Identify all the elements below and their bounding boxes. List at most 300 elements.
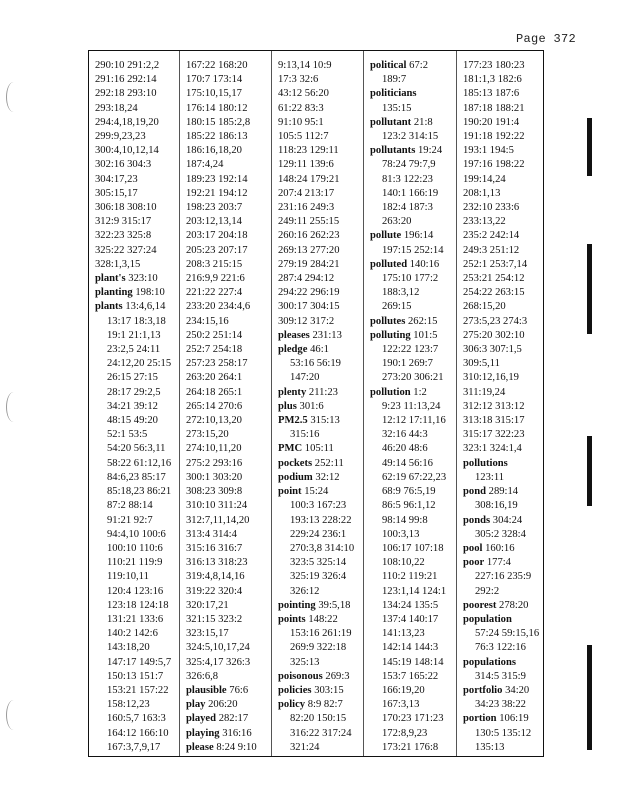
page-line-refs: 185:22 186:13 <box>186 131 248 143</box>
page-line-refs: 28:17 29:2,5 <box>107 386 161 398</box>
index-line <box>463 87 541 101</box>
index-keyword: play <box>186 699 206 711</box>
index-entry <box>278 613 361 627</box>
index-entry <box>278 329 361 343</box>
index-line <box>186 187 269 201</box>
page-line-refs: 158:12,23 <box>107 699 150 711</box>
page-line-refs: 252:1 253:7,14 <box>463 258 528 270</box>
index-entry <box>370 329 454 343</box>
page-line-refs: 326:6,8 <box>186 670 219 682</box>
page-line-refs: 191:18 192:22 <box>463 131 525 143</box>
page-line-refs: 175:10 177:2 <box>382 273 439 285</box>
page-line-refs: 49:14 56:16 <box>382 457 433 469</box>
index-line <box>370 712 454 726</box>
page-line-refs: 142:14 144:3 <box>382 642 439 654</box>
index-entry <box>278 670 361 684</box>
page-line-refs: 122:22 123:7 <box>382 344 439 356</box>
index-entry <box>186 727 269 741</box>
index-line <box>95 641 177 655</box>
index-keyword: played <box>186 713 217 725</box>
page-line-refs: 252:11 <box>314 457 344 469</box>
index-line <box>95 158 177 172</box>
page-line-refs: 130:5 135:12 <box>475 727 532 739</box>
page-line-refs: 13:4,6,14 <box>125 301 166 313</box>
page-line-refs: 21:8 <box>413 116 433 128</box>
index-line <box>95 315 177 329</box>
page-line-refs: 123:18 124:18 <box>107 599 169 611</box>
index-line <box>278 87 361 101</box>
index-entry <box>278 343 361 357</box>
page-line-refs: 282:17 <box>218 713 249 725</box>
index-line <box>95 556 177 570</box>
index-line <box>463 187 541 201</box>
page-line-refs: 9:23 11:13,24 <box>382 400 441 412</box>
index-entry <box>370 229 454 243</box>
index-line <box>463 442 541 456</box>
index-line <box>95 499 177 513</box>
page-line-refs: 274:10,11,20 <box>186 443 242 455</box>
index-line <box>370 215 454 229</box>
page-line-refs: 187:4,24 <box>186 159 224 171</box>
page-line-refs: 273:5,23 274:3 <box>463 315 528 327</box>
page-line-refs: 289:14 <box>488 486 519 498</box>
index-line <box>95 656 177 670</box>
page-line-refs: 278:20 <box>499 599 529 611</box>
margin-bar <box>587 118 592 176</box>
page-line-refs: 292:2 <box>475 585 500 597</box>
page-line-refs: 316:16 <box>222 727 252 739</box>
index-line <box>463 670 541 684</box>
index-keyword: plants <box>95 301 123 313</box>
page-line-refs: 110:2 119:21 <box>382 571 438 583</box>
page-line-refs: 24:12,20 25:15 <box>107 358 172 370</box>
page-line-refs: 232:10 233:6 <box>463 202 520 214</box>
binder-hole <box>6 700 21 730</box>
index-line <box>370 244 454 258</box>
index-line <box>95 670 177 684</box>
page-line-refs: 54:20 56:3,11 <box>107 443 166 455</box>
index-line <box>95 73 177 87</box>
index-keyword: population <box>463 613 512 625</box>
page-line-refs: 323:1 324:1,4 <box>463 443 522 455</box>
page-line-refs: 53:16 56:19 <box>290 358 341 370</box>
index-line <box>95 87 177 101</box>
page-line-refs: 321:24 <box>290 741 320 753</box>
index-line <box>278 499 361 513</box>
index-entry <box>463 485 541 499</box>
index-line <box>463 471 541 485</box>
page-line-refs: 312:12 313:12 <box>463 400 525 412</box>
index-keyword: pointing <box>278 599 316 611</box>
index-line <box>186 599 269 613</box>
index-line <box>186 627 269 641</box>
page-line-refs: 324:5,10,17,24 <box>186 642 250 654</box>
index-entry <box>463 599 541 613</box>
index-line <box>95 727 177 741</box>
index-keyword: polluted <box>370 258 408 270</box>
index-line <box>186 528 269 542</box>
index-line <box>370 741 454 755</box>
index-line <box>278 315 361 329</box>
index-line <box>370 485 454 499</box>
index-keyword: pollutant <box>370 116 412 128</box>
page-line-refs: 301:6 <box>299 400 324 412</box>
index-line <box>370 528 454 542</box>
page-line-refs: 325:13 <box>290 656 320 668</box>
page-line-refs: 34:20 <box>505 684 530 696</box>
page-line-refs: 190:20 191:4 <box>463 116 520 128</box>
index-line <box>95 59 177 73</box>
index-line <box>186 641 269 655</box>
index-line <box>186 670 269 684</box>
index-keyword: PMC <box>278 443 303 455</box>
page-line-refs: 309:12 317:2 <box>278 315 335 327</box>
page-line-refs: 166:19,20 <box>382 684 425 696</box>
page-line-refs: 86:5 96:1,12 <box>382 500 436 512</box>
page-line-refs: 131:21 133:6 <box>107 613 164 625</box>
index-line <box>95 741 177 755</box>
page-line-refs: 196:14 <box>403 230 434 242</box>
index-keyword: podium <box>278 471 313 483</box>
page-line-refs: 118:23 129:11 <box>278 145 339 157</box>
page-line-refs: 140:16 <box>409 258 440 270</box>
page-line-refs: 326:12 <box>290 585 320 597</box>
index-line <box>95 684 177 698</box>
index-line <box>370 670 454 684</box>
page-line-refs: 100:3,13 <box>382 528 420 540</box>
index-keyword: political <box>370 60 407 71</box>
page-line-refs: 19:1 21:1,13 <box>107 329 161 341</box>
index-line <box>463 215 541 229</box>
index-line <box>278 201 361 215</box>
index-line <box>278 585 361 599</box>
index-line <box>95 400 177 414</box>
page-line-refs: 39:5,18 <box>318 599 351 611</box>
index-entry <box>278 414 361 428</box>
index-line <box>186 442 269 456</box>
index-keyword: please <box>186 741 214 753</box>
index-keyword: point <box>278 486 302 498</box>
index-line <box>370 471 454 485</box>
page-line-refs: 87:2 88:14 <box>107 500 153 512</box>
index-line <box>278 428 361 442</box>
index-line <box>186 201 269 215</box>
page-line-refs: 8:9 82:7 <box>307 699 343 711</box>
binder-hole <box>6 392 21 422</box>
page-line-refs: 197:16 198:22 <box>463 159 525 171</box>
page-line-refs: 32:16 44:3 <box>382 429 428 441</box>
page-line-refs: 312:7,11,14,20 <box>186 514 250 526</box>
index-line <box>95 244 177 258</box>
index-line <box>186 386 269 400</box>
page-line-refs: 319:4,8,14,16 <box>186 571 245 583</box>
index-line <box>186 286 269 300</box>
page-line-refs: 233:20 234:4,6 <box>186 301 251 313</box>
page-line-refs: 76:3 122:16 <box>475 642 526 654</box>
page-line-refs: 140:1 166:19 <box>382 187 439 199</box>
index-keyword: pledge <box>278 344 308 356</box>
index-line <box>463 727 541 741</box>
index-line <box>95 428 177 442</box>
index-line <box>95 414 177 428</box>
page-line-refs: 82:20 150:15 <box>290 713 347 725</box>
index-line <box>95 187 177 201</box>
page-line-refs: 12:12 17:11,16 <box>382 415 446 427</box>
index-line <box>186 329 269 343</box>
index-line <box>186 357 269 371</box>
page-line-refs: 52:1 53:5 <box>107 429 148 441</box>
page-line-refs: 299:9,23,23 <box>95 131 146 143</box>
index-line <box>95 485 177 499</box>
page-line-refs: 306:3 307:1,5 <box>463 344 522 356</box>
index-line <box>463 300 541 314</box>
index-line <box>370 130 454 144</box>
index-line <box>463 315 541 329</box>
page-line-refs: 150:13 151:7 <box>107 670 164 682</box>
page-line-refs: 257:23 258:17 <box>186 358 248 370</box>
page-line-refs: 19:24 <box>418 145 443 157</box>
index-line <box>463 741 541 755</box>
index-line <box>186 656 269 670</box>
index-line <box>278 286 361 300</box>
page-line-refs: 316:13 318:23 <box>186 557 248 569</box>
index-entry <box>370 258 454 272</box>
page-line-refs: 135:13 <box>475 741 505 753</box>
page-line-refs: 325:4,17 326:3 <box>186 656 251 668</box>
page-line-refs: 235:2 242:14 <box>463 230 520 242</box>
page-line-refs: 81:3 122:23 <box>382 173 433 185</box>
index-entry <box>370 386 454 400</box>
index-line <box>186 102 269 116</box>
index-line <box>463 116 541 130</box>
page-line-refs: 306:18 308:10 <box>95 202 157 214</box>
index-line <box>95 102 177 116</box>
page-line-refs: 314:5 315:9 <box>475 670 526 682</box>
page-line-refs: 120:4 123:16 <box>107 585 164 597</box>
index-keyword: points <box>278 613 306 625</box>
index-line <box>463 158 541 172</box>
index-entry <box>278 684 361 698</box>
page-line-refs: 322:23 325:8 <box>95 230 152 242</box>
index-line <box>463 130 541 144</box>
index-entry <box>95 272 177 286</box>
index-line <box>370 542 454 556</box>
page-line-refs: 305:15,17 <box>95 187 138 199</box>
index-keyword: plus <box>278 400 297 412</box>
index-line <box>463 329 541 343</box>
index-line <box>370 286 454 300</box>
page-line-refs: 119:10,11 <box>107 571 149 583</box>
index-line <box>370 627 454 641</box>
page-line-refs: 198:10 <box>135 287 165 299</box>
index-line <box>186 272 269 286</box>
page-line-refs: 262:15 <box>407 315 438 327</box>
page-line-refs: 17:3 32:6 <box>278 74 319 86</box>
page-line-refs: 249:11 255:15 <box>278 216 340 228</box>
page-line-refs: 321:15 323:2 <box>186 613 243 625</box>
page-line-refs: 34:23 38:22 <box>475 699 526 711</box>
page-line-refs: 300:4,10,12,14 <box>95 145 159 157</box>
page-line-refs: 203:12,13,14 <box>186 216 242 228</box>
index-line <box>186 59 269 73</box>
index-line <box>95 457 177 471</box>
index-keyword: politicians <box>370 88 417 100</box>
index-line <box>278 542 361 556</box>
index-line <box>95 528 177 542</box>
page-line-refs: 15:24 <box>304 486 329 498</box>
index-keyword: poor <box>463 557 485 569</box>
index-line <box>278 258 361 272</box>
index-line <box>186 130 269 144</box>
index-keyword: plausible <box>186 684 227 696</box>
index-line <box>186 215 269 229</box>
index-column-1 <box>89 51 180 756</box>
page-line-refs: 252:7 254:18 <box>186 344 243 356</box>
index-keyword: poisonous <box>278 670 323 682</box>
index-line <box>370 698 454 712</box>
page-line-refs: 153:7 165:22 <box>382 670 439 682</box>
page-line-refs: 181:1,3 182:6 <box>463 74 522 86</box>
page-line-refs: 187:18 188:21 <box>463 102 525 114</box>
page-line-refs: 153:16 261:19 <box>290 628 352 640</box>
index-line <box>186 400 269 414</box>
page-line-refs: 91:10 95:1 <box>278 116 324 128</box>
page-line-refs: 57:24 59:15,16 <box>475 628 540 640</box>
index-column-3 <box>272 51 364 756</box>
index-line <box>370 158 454 172</box>
index-line <box>370 727 454 741</box>
index-line <box>95 698 177 712</box>
page-line-refs: 32:12 <box>315 471 340 483</box>
index-line <box>186 570 269 584</box>
index-keyword: playing <box>186 727 220 739</box>
page-line-refs: 91:21 92:7 <box>107 514 153 526</box>
index-line <box>463 59 541 73</box>
index-entry <box>278 471 361 485</box>
index-keyword: planting <box>95 287 133 299</box>
index-entry <box>186 698 269 712</box>
page-line-refs: 197:15 252:14 <box>382 244 444 256</box>
page-line-refs: 319:22 320:4 <box>186 585 243 597</box>
page-line-refs: 98:14 99:8 <box>382 514 428 526</box>
page-line-refs: 185:13 187:6 <box>463 88 520 100</box>
page-line-refs: 234:15,16 <box>186 315 229 327</box>
page-line-refs: 323:5 325:14 <box>290 557 347 569</box>
index-keyword: pollution <box>370 386 411 398</box>
index-line <box>278 371 361 385</box>
page-line-refs: 272:10,13,20 <box>186 415 242 427</box>
index-entry <box>463 542 541 556</box>
index-line <box>95 371 177 385</box>
index-line <box>463 428 541 442</box>
page-line-refs: 291:16 292:14 <box>95 74 157 86</box>
index-line <box>186 258 269 272</box>
index-line <box>95 585 177 599</box>
index-line <box>370 343 454 357</box>
page-line-refs: 206:20 <box>208 699 238 711</box>
index-line <box>95 130 177 144</box>
index-line <box>463 414 541 428</box>
page-line-refs: 227:16 235:9 <box>475 571 532 583</box>
index-keyword: pond <box>463 486 486 498</box>
index-line <box>370 570 454 584</box>
page-line-refs: 287:4 294:12 <box>278 273 335 285</box>
page-line-refs: 48:15 49:20 <box>107 415 158 427</box>
index-line <box>95 173 177 187</box>
page-line-refs: 302:16 304:3 <box>95 159 152 171</box>
index-line <box>370 187 454 201</box>
index-keyword: ponds <box>463 514 491 526</box>
page-line-refs: 207:4 213:17 <box>278 187 335 199</box>
index-line <box>370 300 454 314</box>
page-line-refs: 250:2 251:14 <box>186 329 243 341</box>
page-line-refs: 123:11 <box>475 471 505 483</box>
page-line-refs: 8:24 9:10 <box>216 741 257 753</box>
index-entry <box>463 457 541 471</box>
index-line <box>370 428 454 442</box>
page-line-refs: 269:15 <box>382 301 412 313</box>
page-line-refs: 182:4 187:3 <box>382 202 433 214</box>
index-keyword: plenty <box>278 386 307 398</box>
index-line <box>278 102 361 116</box>
index-line <box>370 499 454 513</box>
index-line <box>186 229 269 243</box>
page-line-refs: 134:24 135:5 <box>382 599 439 611</box>
index-entry <box>186 712 269 726</box>
index-line <box>463 229 541 243</box>
index-line <box>186 144 269 158</box>
page-line-refs: 100:10 110:6 <box>107 542 163 554</box>
page-line-refs: 198:23 203:7 <box>186 202 243 214</box>
page-line-refs: 129:11 139:6 <box>278 159 334 171</box>
index-keyword: pockets <box>278 457 313 469</box>
page-line-refs: 315:16 <box>290 429 320 441</box>
page-line-refs: 110:21 119:9 <box>107 557 163 569</box>
index-line <box>186 514 269 528</box>
page-line-refs: 292:18 293:10 <box>95 88 157 100</box>
index-line <box>186 158 269 172</box>
page-line-refs: 205:23 207:17 <box>186 244 248 256</box>
index-line <box>278 300 361 314</box>
index-line <box>370 201 454 215</box>
page-line-refs: 294:22 296:19 <box>278 287 340 299</box>
page-line-refs: 189:23 192:14 <box>186 173 248 185</box>
page-line-refs: 147:17 149:5,7 <box>107 656 172 668</box>
index-line <box>186 471 269 485</box>
page-line-refs: 231:16 249:3 <box>278 202 335 214</box>
index-line <box>95 201 177 215</box>
index-line <box>186 499 269 513</box>
page-line-refs: 310:10 311:24 <box>186 500 248 512</box>
index-line <box>463 244 541 258</box>
index-keyword: pollutions <box>463 457 508 469</box>
index-line <box>370 102 454 116</box>
page-line-refs: 309:5,11 <box>463 358 500 370</box>
page-line-refs: 175:10,15,17 <box>186 88 242 100</box>
index-line <box>278 528 361 542</box>
page-line-refs: 190:1 269:7 <box>382 358 433 370</box>
index-line <box>95 357 177 371</box>
page-line-refs: 105:5 112:7 <box>278 131 329 143</box>
page-line-refs: 61:22 83:3 <box>278 102 324 114</box>
page-line-refs: 265:14 270:6 <box>186 400 243 412</box>
page-line-refs: 167:22 168:20 <box>186 60 248 71</box>
page-line-refs: 186:16,18,20 <box>186 145 242 157</box>
page-line-refs: 300:17 304:15 <box>278 301 340 313</box>
page-line-refs: 137:4 140:17 <box>382 613 439 625</box>
page-line-refs: 188:3,12 <box>382 287 420 299</box>
page-line-refs: 323:15,17 <box>186 628 229 640</box>
